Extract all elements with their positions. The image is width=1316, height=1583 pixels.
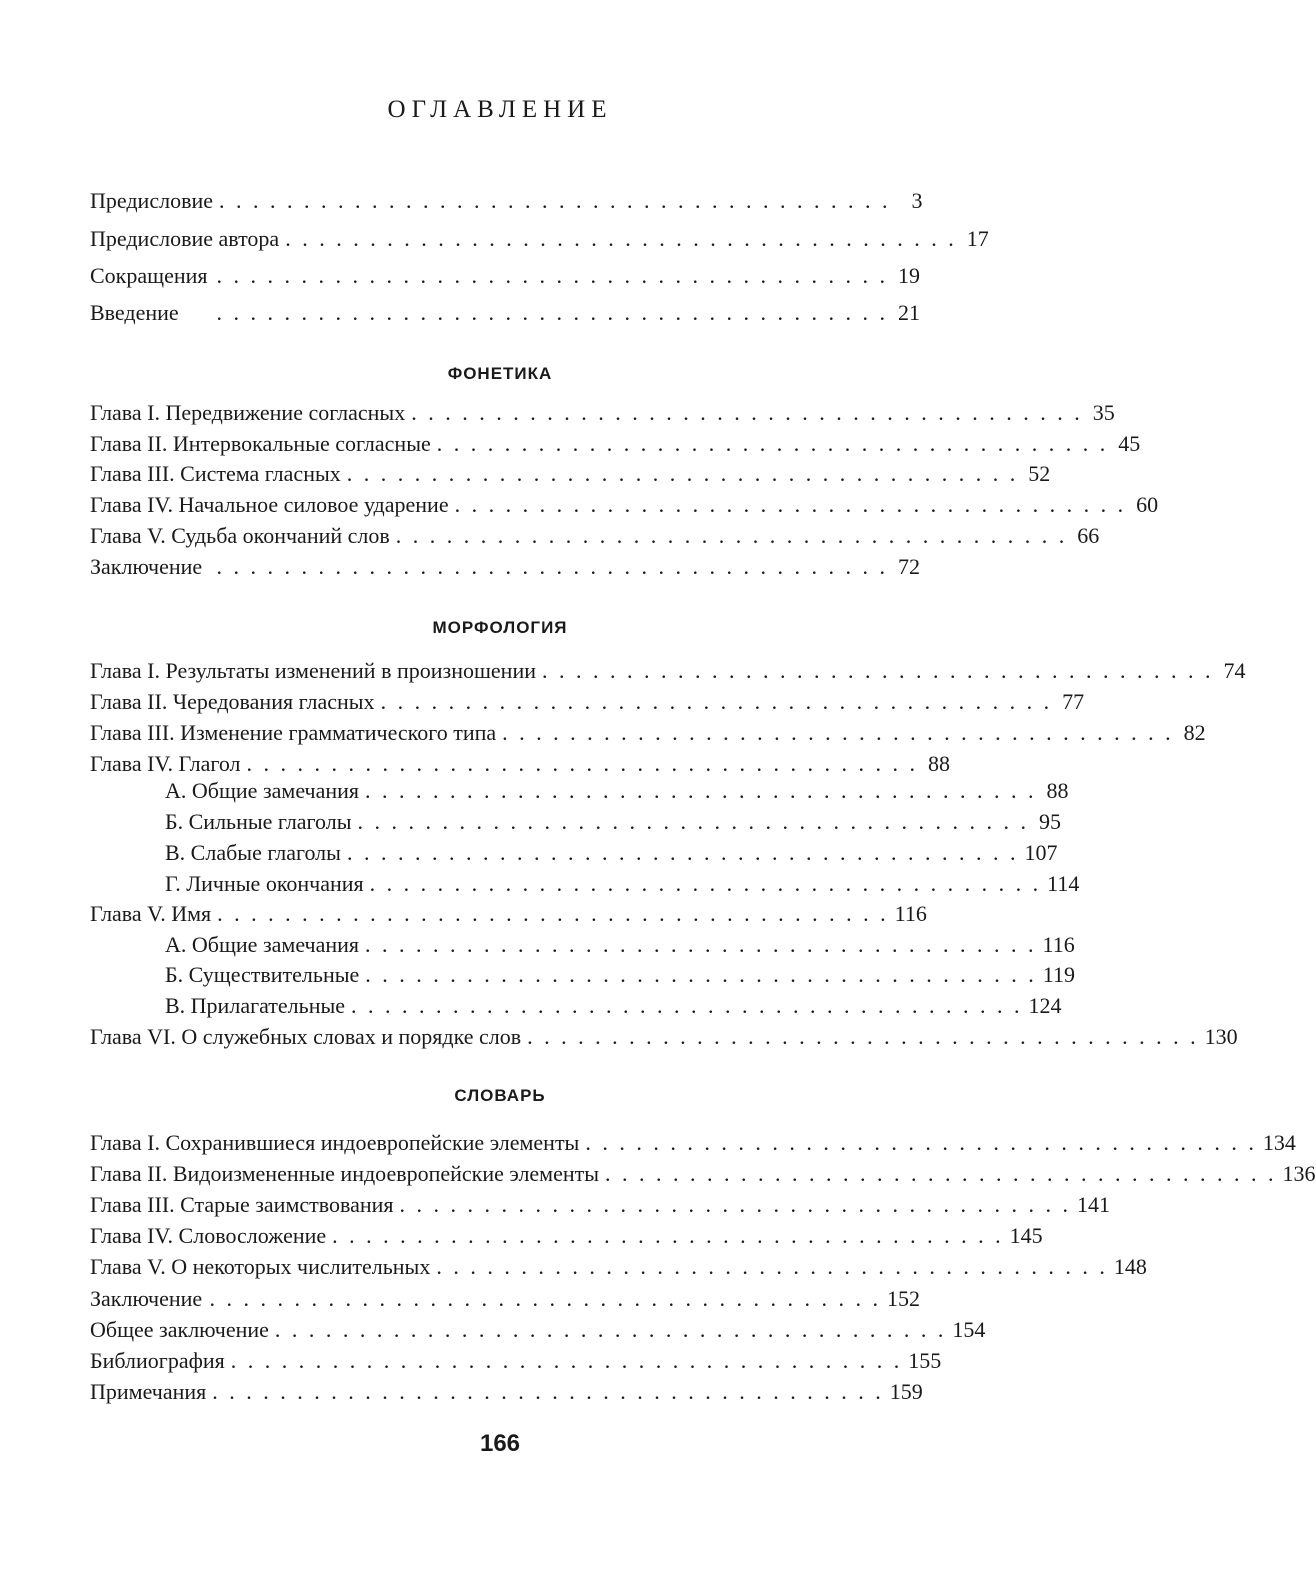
toc-entry-sub[interactable]: В. Слабые глаголы . . . . . . . . . . . . . . . . . . . . . . . . . . . . . . . . . . . . . . . . 107 [165, 840, 1058, 865]
toc-entry[interactable]: Предисловие . . . . . . . . . . . . . . . . . . . . . . . . . . . . . . . . . . . . . . . . 3 [90, 188, 923, 213]
toc-entry[interactable]: Глава V. Имя . . . . . . . . . . . . . . . . . . . . . . . . . . . . . . . . . . . . . . . . 116 [90, 901, 927, 926]
toc-entry[interactable]: Глава II. Чередования гласных . . . . . . . . . . . . . . . . . . . . . . . . . . . . . . . . . . . . . . . . 77 [90, 689, 1085, 714]
section-heading-vocabulary: СЛОВАРЬ [454, 1086, 546, 1105]
toc-entry-sub[interactable]: В. Прилагательные . . . . . . . . . . . . . . . . . . . . . . . . . . . . . . . . . . . . . . . . 124 [165, 993, 1062, 1018]
toc-entry[interactable]: Глава IV. Глагол . . . . . . . . . . . . . . . . . . . . . . . . . . . . . . . . . . . . . . . . 88 [90, 751, 951, 776]
toc-entry[interactable]: Глава VI. О служебных словах и порядке слов . . . . . . . . . . . . . . . . . . . . . . . . . . . . . . . . . . . . . . . . 130 [90, 1024, 1238, 1049]
toc-entry[interactable]: Глава V. Судьба окончаний слов . . . . . . . . . . . . . . . . . . . . . . . . . . . . . . . . . . . . . . . . 66 [90, 523, 1100, 548]
toc-entry-sub[interactable]: А. Общие замечания . . . . . . . . . . . . . . . . . . . . . . . . . . . . . . . . . . . . . . . . 116 [165, 932, 1075, 957]
toc-entry[interactable]: Глава III. Система гласных . . . . . . . . . . . . . . . . . . . . . . . . . . . . . . . . . . . . . . . . 52 [90, 461, 1051, 486]
toc-entry-sub[interactable]: Г. Личные окончания . . . . . . . . . . . . . . . . . . . . . . . . . . . . . . . . . . . . . . . . 114 [165, 871, 1080, 896]
toc-entry[interactable]: Сокращения . . . . . . . . . . . . . . . . . . . . . . . . . . . . . . . . . . . . . . . . 19 [90, 263, 920, 288]
toc-entry[interactable]: Глава III. Старые заимствования . . . . . . . . . . . . . . . . . . . . . . . . . . . . . . . . . . . . . . . . 141 [90, 1192, 1111, 1217]
section-heading-phonetics: ФОНЕТИКА [447, 364, 553, 383]
toc-entry[interactable]: Глава II. Видоизмененные индоевропейские элементы . . . . . . . . . . . . . . . . . . . . . . . . . . . . . . . . . . . . . . . . 136 [90, 1161, 1316, 1186]
toc-entry[interactable]: Глава I. Результаты изменений в произношении . . . . . . . . . . . . . . . . . . . . . . . . . . . . . . . . . . . . . . . . 74 [90, 658, 1246, 683]
toc-entry[interactable]: Глава IV. Словосложение . . . . . . . . . . . . . . . . . . . . . . . . . . . . . . . . . . . . . . . . 145 [90, 1223, 1043, 1248]
page-title: ОГЛАВЛЕНИЕ [387, 96, 613, 123]
toc-entry[interactable]: Введение . . . . . . . . . . . . . . . . . . . . . . . . . . . . . . . . . . . . . . . . 21 [90, 300, 920, 325]
toc-entry[interactable]: Библиография . . . . . . . . . . . . . . . . . . . . . . . . . . . . . . . . . . . . . . . . 155 [90, 1348, 942, 1373]
toc-entry[interactable]: Глава I. Сохранившиеся индоевропейские элементы . . . . . . . . . . . . . . . . . . . . . . . . . . . . . . . . . . . . . . . . 134 [90, 1130, 1296, 1155]
toc-entry[interactable]: Глава II. Интервокальные согласные . . . . . . . . . . . . . . . . . . . . . . . . . . . . . . . . . . . . . . . . 45 [90, 431, 1141, 456]
toc-entry[interactable]: Общее заключение . . . . . . . . . . . . . . . . . . . . . . . . . . . . . . . . . . . . . . . . 154 [90, 1317, 986, 1342]
toc-entry[interactable]: Глава V. О некоторых числительных . . . . . . . . . . . . . . . . . . . . . . . . . . . . . . . . . . . . . . . . 148 [90, 1254, 1147, 1279]
page-number: 166 [479, 1430, 521, 1457]
toc-entry[interactable]: Глава I. Передвижение согласных . . . . . . . . . . . . . . . . . . . . . . . . . . . . . . . . . . . . . . . . 35 [90, 400, 1115, 425]
toc-entry-sub[interactable]: А. Общие замечания . . . . . . . . . . . . . . . . . . . . . . . . . . . . . . . . . . . . . . . . 88 [165, 778, 1069, 803]
toc-entry[interactable]: Заключение . . . . . . . . . . . . . . . . . . . . . . . . . . . . . . . . . . . . . . . . 152 [90, 1286, 920, 1311]
toc-entry-sub[interactable]: Б. Сильные глаголы . . . . . . . . . . . . . . . . . . . . . . . . . . . . . . . . . . . . . . . . 95 [165, 809, 1062, 834]
toc-entry[interactable]: Глава III. Изменение грамматического типа . . . . . . . . . . . . . . . . . . . . . . . . . . . . . . . . . . . . . . . . 82 [90, 720, 1206, 745]
toc-entry[interactable]: Примечания . . . . . . . . . . . . . . . . . . . . . . . . . . . . . . . . . . . . . . . . 159 [90, 1379, 923, 1404]
toc-entry[interactable]: Заключение . . . . . . . . . . . . . . . . . . . . . . . . . . . . . . . . . . . . . . . . 72 [90, 554, 920, 579]
toc-entry-sub[interactable]: Б. Существительные . . . . . . . . . . . . . . . . . . . . . . . . . . . . . . . . . . . . . . . . 119 [165, 962, 1075, 987]
section-heading-morphology: МОРФОЛОГИЯ [432, 618, 568, 637]
toc-entry[interactable]: Глава IV. Начальное силовое ударение . . . . . . . . . . . . . . . . . . . . . . . . . . . . . . . . . . . . . . . . 60 [90, 492, 1159, 517]
toc-entry[interactable]: Предисловие автора . . . . . . . . . . . . . . . . . . . . . . . . . . . . . . . . . . . . . . . . 17 [90, 226, 989, 251]
